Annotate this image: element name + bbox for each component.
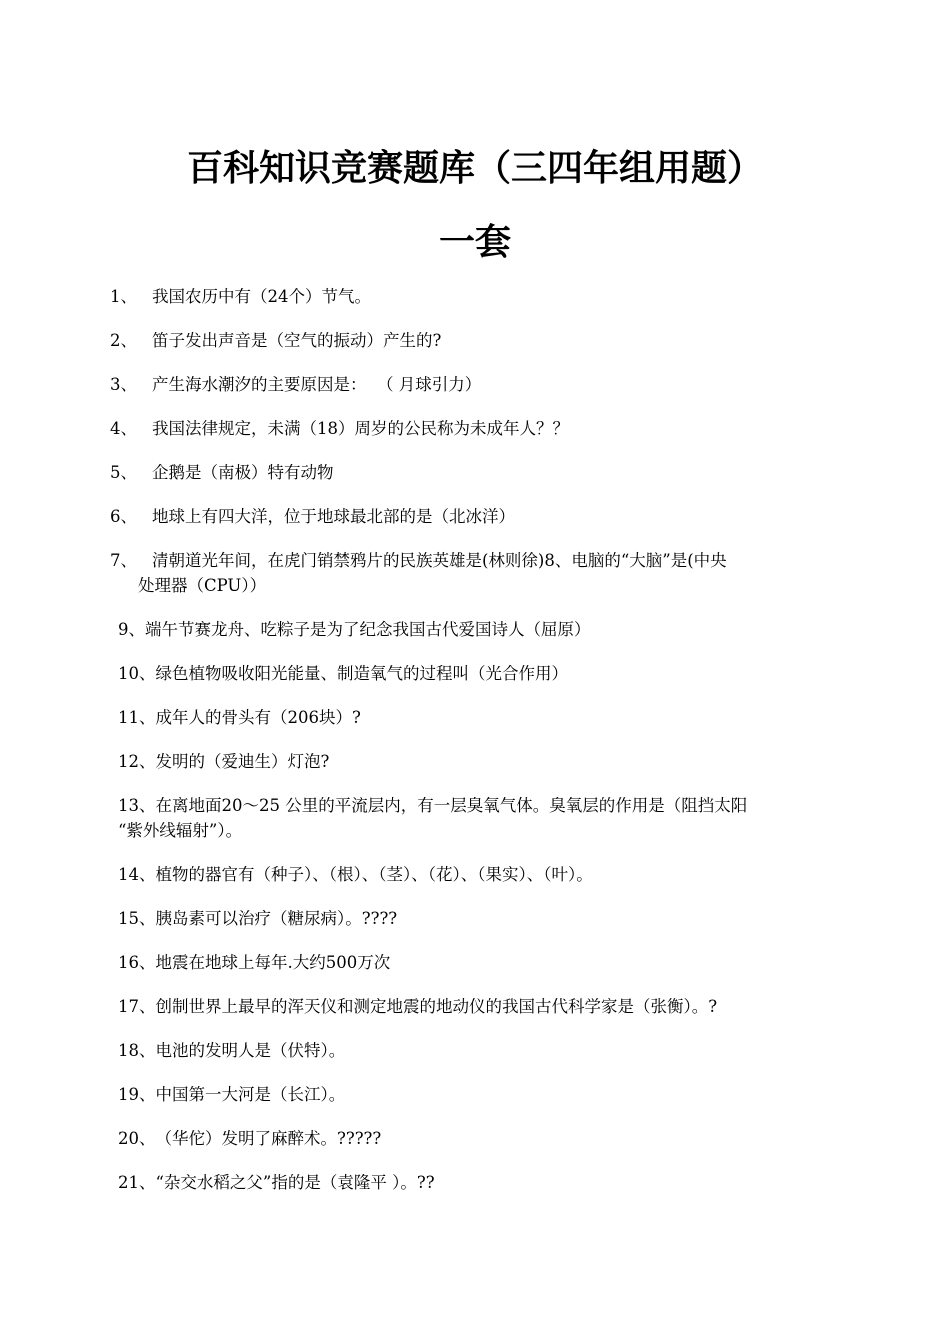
list-item bbox=[118, 749, 329, 774]
list-item bbox=[110, 416, 569, 441]
document-title: 百科知识竞赛题库（三四年组用题） bbox=[186, 147, 763, 189]
list-item bbox=[110, 460, 334, 485]
list-item bbox=[110, 328, 441, 353]
list-item bbox=[110, 548, 727, 573]
item-text: 产生海水潮汐的主要原因是： （ 月球引力） bbox=[152, 375, 482, 394]
item-text: 电池的发明人是（伏特）。 bbox=[155, 1041, 346, 1060]
list-item bbox=[118, 705, 361, 730]
item-text: 企鹅是（南极）特有动物 bbox=[152, 463, 334, 482]
item-number: 1、 bbox=[110, 287, 137, 306]
item-number: 10、 bbox=[118, 664, 156, 683]
item-text: 创制世界上最早的浑天仪和测定地震的地动仪的我国古代科学家是（张衡）。? bbox=[155, 997, 718, 1016]
list-item bbox=[118, 1170, 435, 1195]
item-number: 18、 bbox=[118, 1041, 156, 1060]
item-text: 成年人的骨头有（206块）? bbox=[155, 708, 361, 727]
item-number: 6、 bbox=[110, 507, 137, 526]
list-item bbox=[110, 284, 371, 309]
item-number: 11、 bbox=[118, 708, 156, 727]
document-subtitle: 一套 bbox=[438, 221, 511, 263]
list-item bbox=[110, 372, 481, 397]
list-item-continuation bbox=[138, 573, 266, 598]
list-item bbox=[110, 504, 515, 529]
list-item bbox=[118, 950, 390, 975]
item-number: 16、 bbox=[118, 953, 156, 972]
item-number: 14、 bbox=[118, 865, 156, 884]
item-text: 笛子发出声音是（空气的振动）产生的? bbox=[152, 331, 442, 350]
item-number: 19、 bbox=[118, 1085, 156, 1104]
item-text: （华佗）发明了麻醉术。????? bbox=[155, 1129, 382, 1148]
item-number: 5、 bbox=[110, 463, 137, 482]
item-number: 9、 bbox=[118, 620, 145, 639]
list-item bbox=[118, 617, 591, 642]
list-item-continuation bbox=[118, 818, 242, 843]
list-item bbox=[118, 994, 717, 1019]
item-text: 端午节赛龙舟、吃粽子是为了纪念我国古代爱国诗人（屈原） bbox=[145, 620, 591, 639]
item-number: 21、 bbox=[118, 1173, 156, 1192]
item-number: 3、 bbox=[110, 375, 137, 394]
list-item bbox=[118, 862, 593, 887]
item-text: 地球上有四大洋，位于地球最北部的是（北冰洋） bbox=[152, 507, 515, 526]
item-text: 植物的器官有（种子）、（根）、（茎）、（花）、（果实）、（叶）。 bbox=[155, 865, 593, 884]
item-text: 清朝道光年间，在虎门销禁鸦片的民族英雄是(林则徐)8、电脑的“大脑”是(中央 bbox=[152, 551, 727, 570]
list-item bbox=[118, 661, 568, 686]
item-number: 7、 bbox=[110, 551, 137, 570]
list-item bbox=[118, 1038, 345, 1063]
item-number: 15、 bbox=[118, 909, 156, 928]
item-text: 中国第一大河是（长江）。 bbox=[155, 1085, 346, 1104]
item-number: 4、 bbox=[110, 419, 137, 438]
item-text: 在离地面20～25 公里的平流层内，有一层臭氧气体。臭氧层的作用是（阻挡太阳 bbox=[155, 796, 748, 815]
list-item bbox=[118, 1082, 345, 1107]
list-item bbox=[118, 793, 747, 818]
item-text: 地震在地球上每年.大约500万次 bbox=[155, 953, 391, 972]
item-number: 12、 bbox=[118, 752, 156, 771]
item-text: 我国法律规定，未满（18）周岁的公民称为未成年人？？ bbox=[152, 419, 569, 438]
item-text: “紫外线辐射”）。 bbox=[118, 821, 243, 840]
item-text: 胰岛素可以治疗（糖尿病）。???? bbox=[155, 909, 398, 928]
item-text: 我国农历中有（24个）节气。 bbox=[152, 287, 371, 306]
item-text: 绿色植物吸收阳光能量、制造氧气的过程叫（光合作用） bbox=[155, 664, 568, 683]
list-item bbox=[118, 1126, 381, 1151]
item-text: 发明的（爱迪生）灯泡? bbox=[155, 752, 330, 771]
item-number: 2、 bbox=[110, 331, 137, 350]
item-text: 处理器（CPU）） bbox=[138, 576, 267, 595]
item-number: 17、 bbox=[118, 997, 156, 1016]
item-number: 20、 bbox=[118, 1129, 156, 1148]
item-number: 13、 bbox=[118, 796, 156, 815]
item-text: “杂交水稻之父”指的是（袁隆平 ）。?? bbox=[155, 1173, 435, 1192]
list-item bbox=[118, 906, 397, 931]
